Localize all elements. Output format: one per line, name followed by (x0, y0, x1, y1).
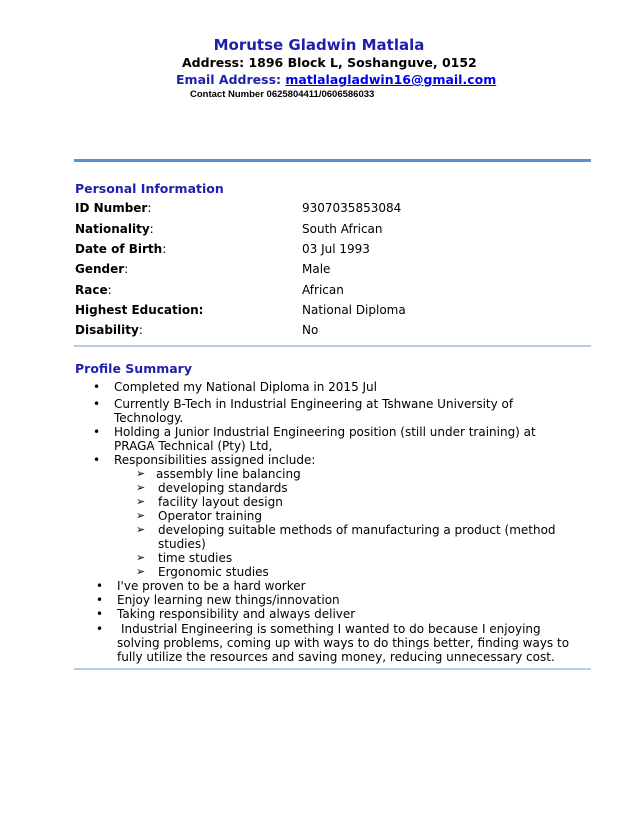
responsibility-item: time studies (158, 551, 233, 565)
responsibility-item: assembly line balancing (156, 467, 301, 481)
header-divider (74, 159, 591, 162)
section-title-profile: Profile Summary (75, 361, 192, 376)
arrow-bullet-icon: ➢ (136, 467, 146, 480)
profile-bullet: Currently B-Tech in Industrial Engineering at Tshwane University of (114, 397, 514, 411)
bullet-icon: • (96, 607, 104, 621)
responsibility-item: developing suitable methods of manufacturing a product (method (158, 523, 556, 537)
bullet-icon: • (96, 593, 104, 607)
contact-number: Contact Number 0625804411/0606586033 (190, 89, 375, 100)
responsibility-item: Ergonomic studies (158, 565, 269, 579)
bullet-icon: • (93, 425, 101, 439)
bullet-icon: • (96, 579, 104, 593)
arrow-bullet-icon: ➢ (136, 509, 146, 522)
responsibility-item-continued: studies) (158, 537, 206, 551)
arrow-bullet-icon: ➢ (136, 551, 146, 564)
responsibility-item: facility layout design (158, 495, 283, 509)
value-gender: Male (302, 262, 331, 276)
arrow-bullet-icon: ➢ (136, 523, 146, 536)
label-disability: Disability: (75, 323, 143, 337)
profile-bullet-continued: Technology. (114, 411, 184, 425)
profile-bullet: Responsibilities assigned include: (114, 453, 316, 467)
section-divider (74, 345, 591, 347)
arrow-bullet-icon: ➢ (136, 495, 146, 508)
profile-bullet: Industrial Engineering is something I wanted to do because I enjoying (121, 622, 541, 636)
bullet-icon: • (93, 397, 101, 411)
profile-bullet-continued: PRAGA Technical (Pty) Ltd, (114, 439, 273, 453)
arrow-bullet-icon: ➢ (136, 481, 146, 494)
label-gender: Gender: (75, 262, 129, 276)
label-id-number: ID Number: (75, 201, 152, 215)
resume-name: Morutse Gladwin Matlala (213, 36, 425, 54)
label-date-of-birth: Date of Birth: (75, 242, 167, 256)
value-id-number: 9307035853084 (302, 201, 402, 215)
email-label: Email Address: (176, 72, 282, 87)
value-race: African (302, 283, 344, 297)
bullet-icon: • (93, 380, 101, 394)
profile-bullet: Completed my National Diploma in 2015 Jul (114, 380, 377, 394)
value-highest-education: National Diploma (302, 303, 406, 317)
email-link[interactable]: matlalagladwin16@gmail.com (285, 72, 497, 87)
value-date-of-birth: 03 Jul 1993 (302, 242, 370, 256)
section-title-personal: Personal Information (75, 181, 224, 196)
profile-bullet: Enjoy learning new things/innovation (117, 593, 340, 607)
bullet-icon: • (96, 622, 104, 636)
profile-bullet: Taking responsibility and always deliver (117, 607, 356, 621)
profile-bullet: I've proven to be a hard worker (117, 579, 306, 593)
value-disability: No (302, 323, 319, 337)
label-nationality: Nationality: (75, 222, 154, 236)
profile-bullet-continued: solving problems, coming up with ways to do things better, finding ways to (117, 636, 570, 650)
label-race: Race: (75, 283, 112, 297)
profile-bullet-continued: fully utilize the resources and saving money, reducing unnecessary cost. (117, 650, 555, 664)
profile-bullet: Holding a Junior Industrial Engineering position (still under training) at (114, 425, 536, 439)
label-highest-education: Highest Education: (75, 303, 204, 317)
address-line: Address: 1896 Block L, Soshanguve, 0152 (182, 55, 477, 70)
arrow-bullet-icon: ➢ (136, 565, 146, 578)
bullet-icon: • (93, 453, 101, 467)
email-line (176, 72, 496, 87)
responsibility-item: Operator training (158, 509, 263, 523)
footer-divider (74, 668, 591, 670)
value-nationality: South African (302, 222, 383, 236)
responsibility-item: developing standards (158, 481, 288, 495)
